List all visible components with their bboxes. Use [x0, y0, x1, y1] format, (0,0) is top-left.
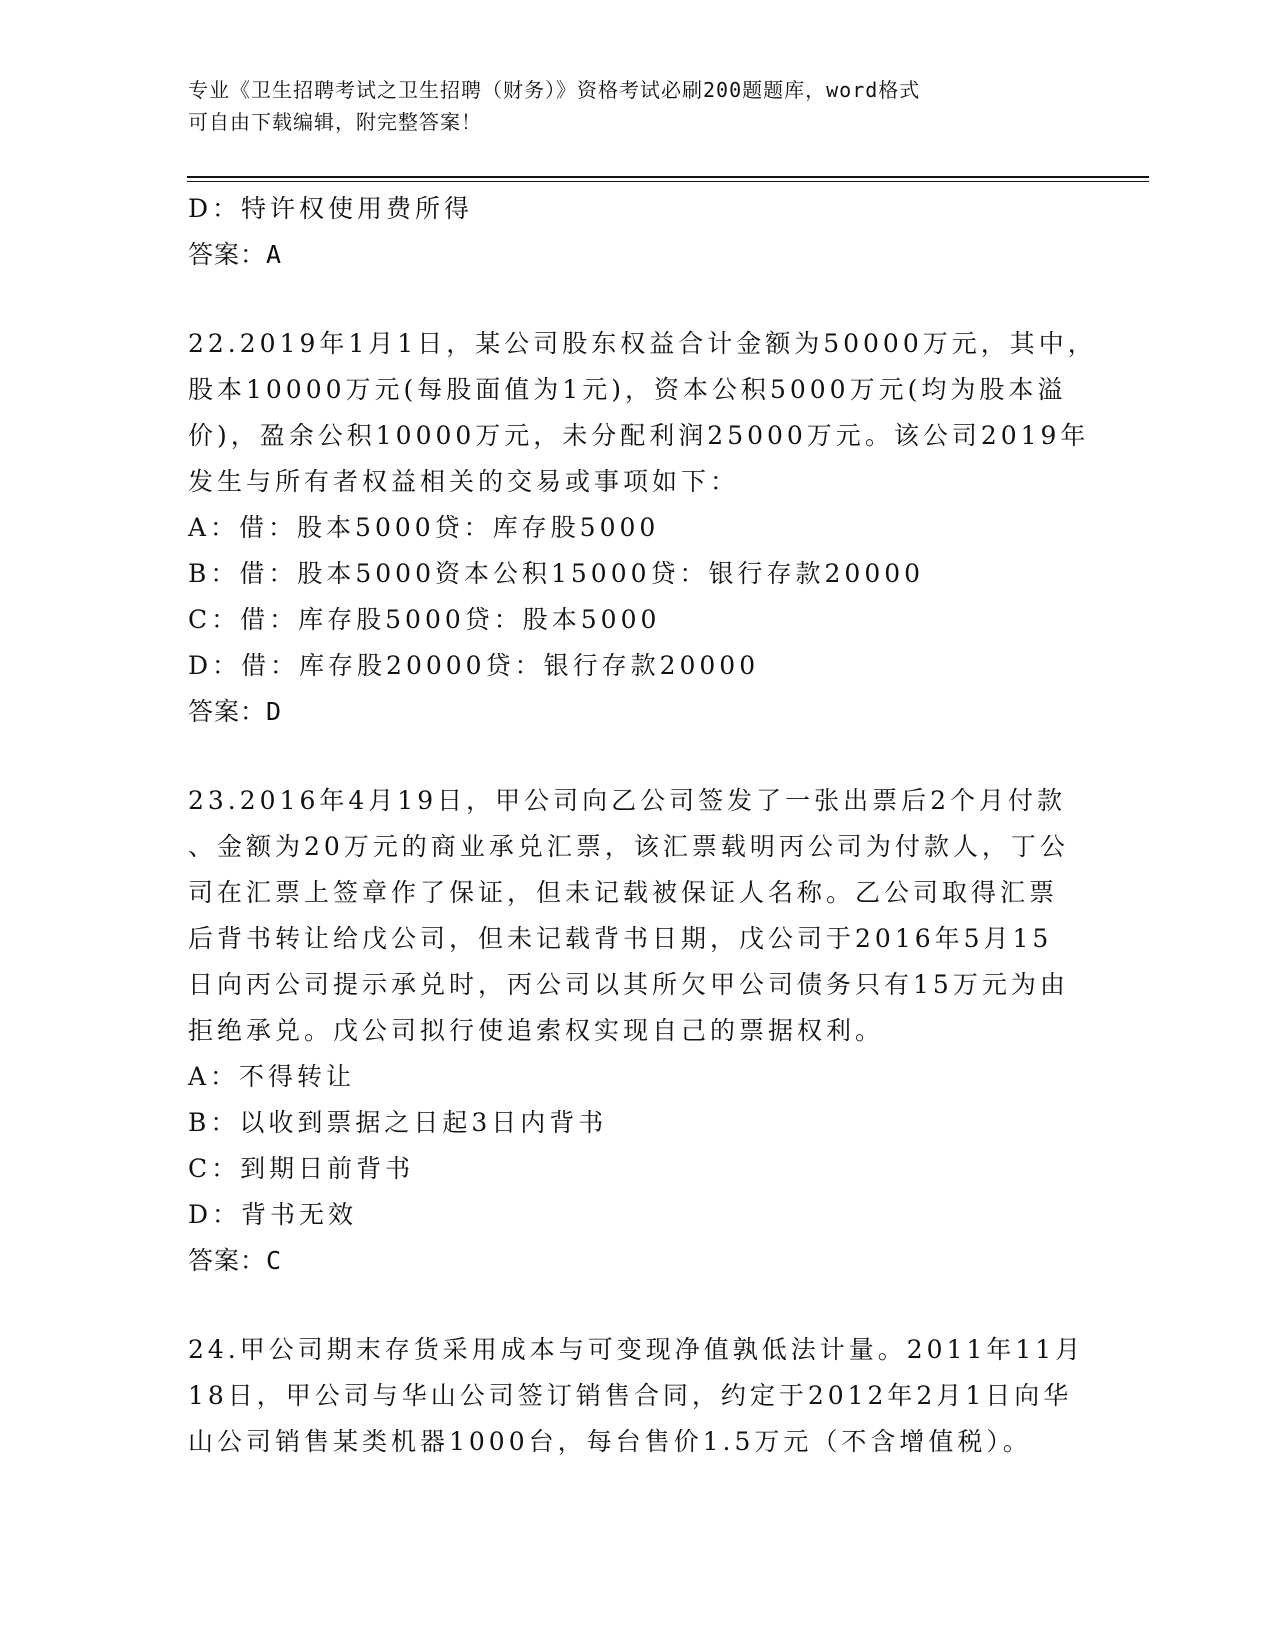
question-text-line: 发生与所有者权益相关的交易或事项如下：	[188, 467, 740, 496]
header-line-2: 可自由下载编辑，附完整答案！	[188, 110, 482, 134]
question-text-line: 司在汇票上签章作了保证，但未记载被保证人名称。乙公司取得汇票	[188, 878, 1059, 907]
spacer	[188, 1284, 1088, 1327]
answer-value: C	[266, 1246, 283, 1275]
question-text-line: 后背书转让给戊公司，但未记载背书日期，戊公司于2016年5月15	[188, 924, 1053, 953]
spacer	[188, 735, 1088, 778]
question-22	[188, 321, 1097, 735]
answer-label: 答案：	[188, 697, 267, 726]
option-d: D：背书无效	[188, 1200, 358, 1229]
option-b: B：借：股本5000资本公积15000贷：银行存款20000	[188, 559, 925, 588]
question-text-line: 股本10000万元(每股面值为1元)，资本公积5000万元(均为股本溢	[188, 375, 1067, 404]
question-text-line: 18日，甲公司与华山公司签订销售合同，约定于2012年2月1日向华	[188, 1381, 1073, 1410]
answer-value: A	[266, 240, 283, 269]
spacer	[188, 278, 1088, 321]
question-text-line: 、金额为20万元的商业承兑汇票，该汇票载明丙公司为付款人，丁公	[188, 832, 1069, 861]
header-rule-thick	[187, 176, 1149, 178]
option-d: D：借：库存股20000贷：银行存款20000	[188, 651, 760, 680]
question-text-line: 拒绝承兑。戊公司拟行使追索权实现自己的票据权利。	[188, 1016, 885, 1045]
option-c: C：到期日前背书	[188, 1154, 415, 1183]
question-24	[188, 1327, 1088, 1465]
option-d: D：特许权使用费所得	[188, 194, 474, 223]
answer-value: D	[266, 697, 283, 726]
answer-line	[188, 232, 1088, 278]
answer-line	[188, 1238, 1088, 1284]
option-a: A：不得转让	[188, 1062, 356, 1091]
header-line-1: 专业《卫生招聘考试之卫生招聘（财务）》资格考试必刷200题题库，word格式	[188, 78, 921, 102]
question-text-line: 山公司销售某类机器1000台，每台售价1.5万元（不含增值税）。	[188, 1427, 1032, 1456]
question-text-line: 价)，盈余公积10000万元，未分配利润25000万元。该公司2019年	[188, 421, 1090, 450]
header-rule-thin	[187, 181, 1149, 182]
document-body	[188, 186, 1097, 1465]
option-b: B：以收到票据之日起3日内背书	[188, 1108, 608, 1137]
question-text-line: 22.2019年1月1日，某公司股东权益合计金额为50000万元，其中，	[188, 329, 1097, 358]
question-text-line: 24.甲公司期末存货采用成本与可变现净值孰低法计量。2011年11月	[188, 1335, 1085, 1364]
answer-line	[188, 689, 1088, 735]
question-21-tail	[188, 186, 1088, 278]
question-text-line: 23.2016年4月19日，甲公司向乙公司签发了一张出票后2个月付款	[188, 786, 1067, 815]
answer-label: 答案：	[188, 240, 267, 269]
answer-label: 答案：	[188, 1246, 267, 1275]
page-header	[188, 74, 1068, 138]
option-c: C：借：库存股5000贷：股本5000	[188, 605, 661, 634]
option-a: A：借：股本5000贷：库存股5000	[188, 513, 660, 542]
question-text-line: 日向丙公司提示承兑时，丙公司以其所欠甲公司债务只有15万元为由	[188, 970, 1069, 999]
question-23	[188, 778, 1088, 1284]
